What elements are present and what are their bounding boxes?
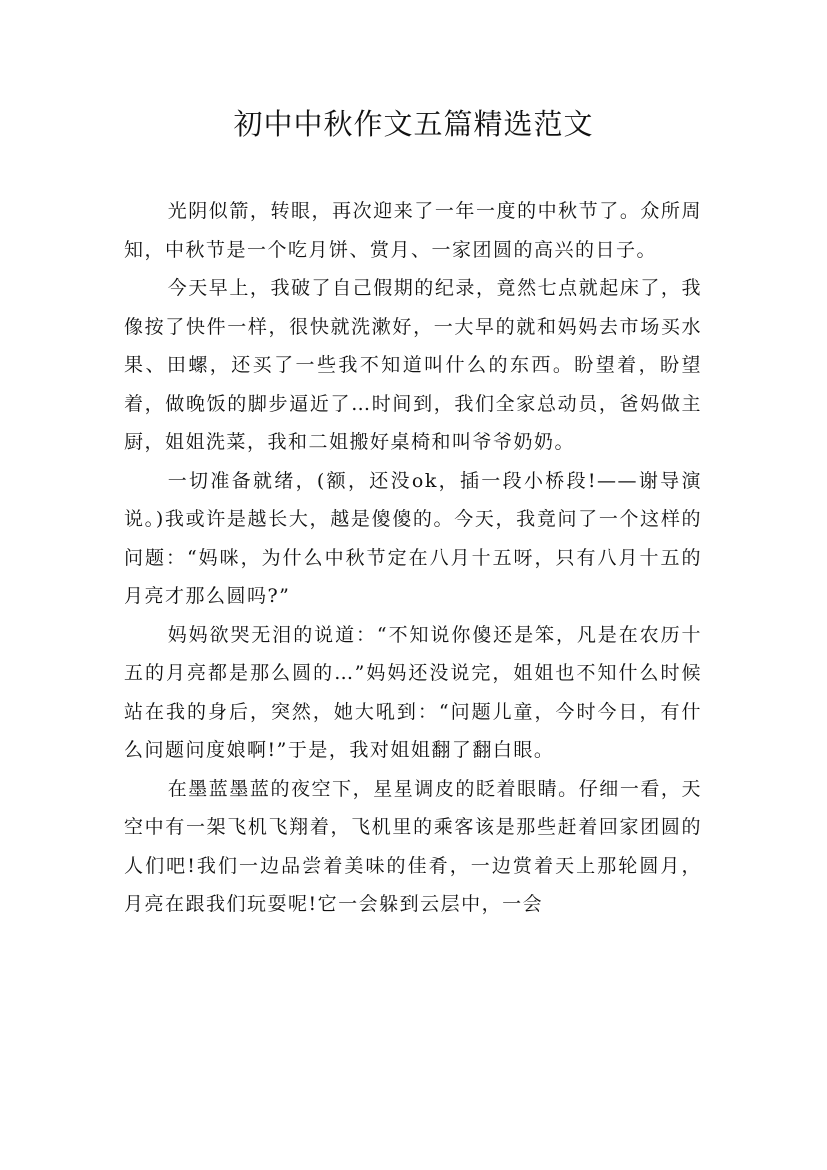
paragraph-1: 光阴似箭，转眼，再次迎来了一年一度的中秋节了。众所周知，中秋节是一个吃月饼、赏月、一家团圆的高兴的日子。: [124, 200, 702, 261]
document-title: 初中中秋作文五篇精选范文: [233, 107, 594, 141]
paragraph-3: 一切准备就绪，(额，还没ok，插一段小桥段!——谢导演说。)我或许是越长大，越是傻傻的。今天，我竟问了一个这样的问题：“妈咪，为什么中秋节定在八月十五呀，只有八月十五的月亮才那么圆吗?”: [124, 469, 702, 607]
paragraph-4: 妈妈欲哭无泪的说道：“不知说你傻还是笨，凡是在农历十五的月亮都是那么圆的…”妈妈还没说完，姐姐也不知什么时候站在我的身后，突然，她大吼到：“问题儿童，今时今日，有什么问题问度娘啊!”于是，我对姐姐翻了翻白眼。: [124, 623, 702, 761]
document-body: [124, 192, 702, 924]
paragraph-2: 今天早上，我破了自己假期的纪录，竟然七点就起床了，我像按了快件一样，很快就洗漱好，一大早的就和妈妈去市场买水果、田螺，还买了一些我不知道叫什么的东西。盼望着，盼望着，做晚饭的脚步逼近了…时间到，我们全家总动员，爸妈做主厨，姐姐洗菜，我和二姐搬好桌椅和叫爷爷奶奶。: [124, 277, 702, 453]
paragraph-5: 在墨蓝墨蓝的夜空下，星星调皮的眨着眼睛。仔细一看，天空中有一架飞机飞翔着，飞机里的乘客该是那些赶着回家团圆的人们吧!我们一边品尝着美味的佳肴，一边赏着天上那轮圆月，月亮在跟我们玩耍呢!它一会躲到云层中，一会: [124, 777, 702, 915]
